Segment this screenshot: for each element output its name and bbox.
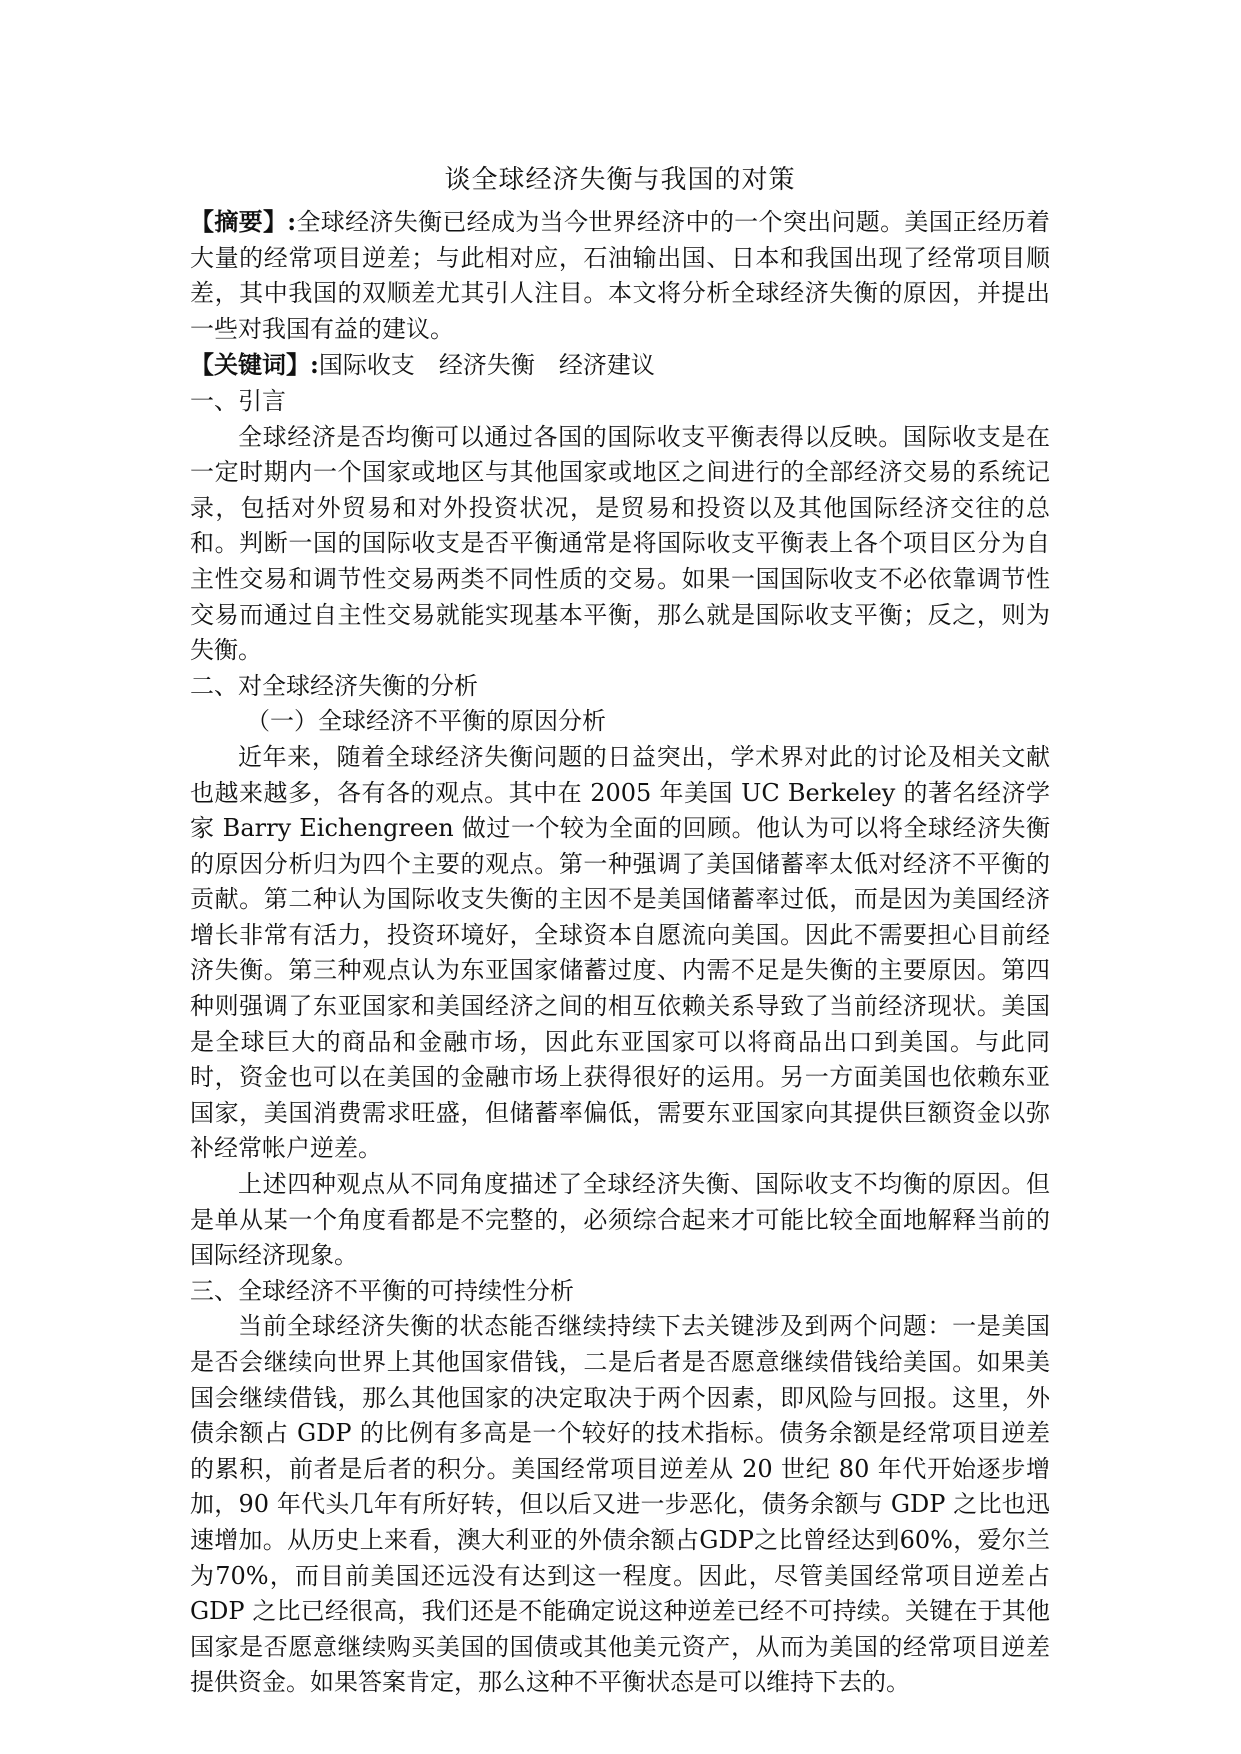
abstract-text: 全球经济失衡已经成为当今世界经济中的一个突出问题。美国正经历着大量的经常项目逆差；与此相对应，石油输出国、日本和我国出现了经常项目顺差，其中我国的双顺差尤其引人注目。本文将分析全球经济失衡的原因，并提出一些对我国有益的建议。 [190,208,1051,343]
abstract [190,204,1050,347]
section-heading-sustainability: 三、全球经济不平衡的可持续性分析 [190,1276,574,1305]
keywords [190,347,1050,384]
abstract-label: 【摘要】: [190,207,297,236]
section-heading-intro: 一、引言 [190,386,286,415]
keywords-label: 【关键词】: [190,350,319,380]
keyword-item: 经济建议 [558,351,655,380]
subsection-heading: （一）全球经济不平衡的原因分析 [246,707,606,736]
paragraph: 上述四种观点从不同角度描述了全球经济失衡、国际收支不均衡的原因。但是单从某一个角度看都是不完整的，必须综合起来才可能比较全面地解释当前的国际经济现象。 [190,1170,1050,1270]
paragraph: 近年来，随着全球经济失衡问题的日益突出，学术界对此的讨论及相关文献也越来越多，各有各的观点。其中在 2005 年美国 UC Berkeley 的著名经济学家 Barry Eichengreen 做过一个较为全面的回顾。他认为可以将全球经济失衡的原因分析归为四个主要的观点。第一种强调了美国储蓄率太低对经济不平衡的贡献。第二种认为国际收支失衡的主因不是美国储蓄率过低，而是因为美国经济增长非常有活力，投资环境好，全球资本自愿流向美国。因此不需要担心目前经济失衡。第三种观点认为东亚国家储蓄过度、内需不足是失衡的主要原因。第四种则强调了东亚国家和美国经济之间的相互依赖关系导致了当前经济现状。美国是全球巨大的商品和金融市场，因此东亚国家可以将商品出口到美国。与此同时，资金也可以在美国的金融市场上获得很好的运用。另一方面美国也依赖东亚国家，美国消费需求旺盛，但储蓄率偏低，需要东亚国家向其提供巨额资金以弥补经常帐户逆差。 [190,742,1050,1163]
paragraph: 当前全球经济失衡的状态能否继续持续下去关键涉及到两个问题：一是美国是否会继续向世界上其他国家借钱，二是后者是否愿意继续借钱给美国。如果美国会继续借钱，那么其他国家的决定取决于两个因素，即风险与回报。这里，外债余额占 GDP 的比例有多高是一个较好的技术指标。债务余额是经常项目逆差的累积，前者是后者的积分。美国经常项目逆差从 20 世纪 80 年代开始逐步增加，90 年代头几年有所好转，但以后又进一步恶化，债务余额与 GDP 之比也迅速增加。从历史上来看，澳大利亚的外债余额占GDP之比曾经达到60%，爱尔兰为70%，而目前美国还远没有达到这一程度。因此，尽管美国经常项目逆差占 GDP 之比已经很高，我们还是不能确定说这种逆差已经不可持续。关键在于其他国家是否愿意继续购买美国的国债或其他美元资产，从而为美国的经常项目逆差提供资金。如果答案肯定，那么这种不平衡状态是可以维持下去的。 [190,1312,1050,1697]
document-body [190,160,1050,1701]
section-heading-analysis: 二、对全球经济失衡的分析 [190,671,478,700]
page-title: 谈全球经济失衡与我国的对策 [444,165,796,195]
keyword-item: 国际收支 [318,351,415,380]
keyword-item: 经济失衡 [438,351,535,380]
paragraph: 全球经济是否均衡可以通过各国的国际收支平衡表得以反映。国际收支是在一定时期内一个国家或地区与其他国家或地区之间进行的全部经济交易的系统记录，包括对外贸易和对外投资状况，是贸易和投资以及其他国际经济交往的总和。判断一国的国际收支是否平衡通常是将国际收支平衡表上各个项目区分为自主性交易和调节性交易两类不同性质的交易。如果一国国际收支不必依靠调节性交易而通过自主性交易就能实现基本平衡，那么就是国际收支平衡；反之，则为失衡。 [190,422,1050,665]
